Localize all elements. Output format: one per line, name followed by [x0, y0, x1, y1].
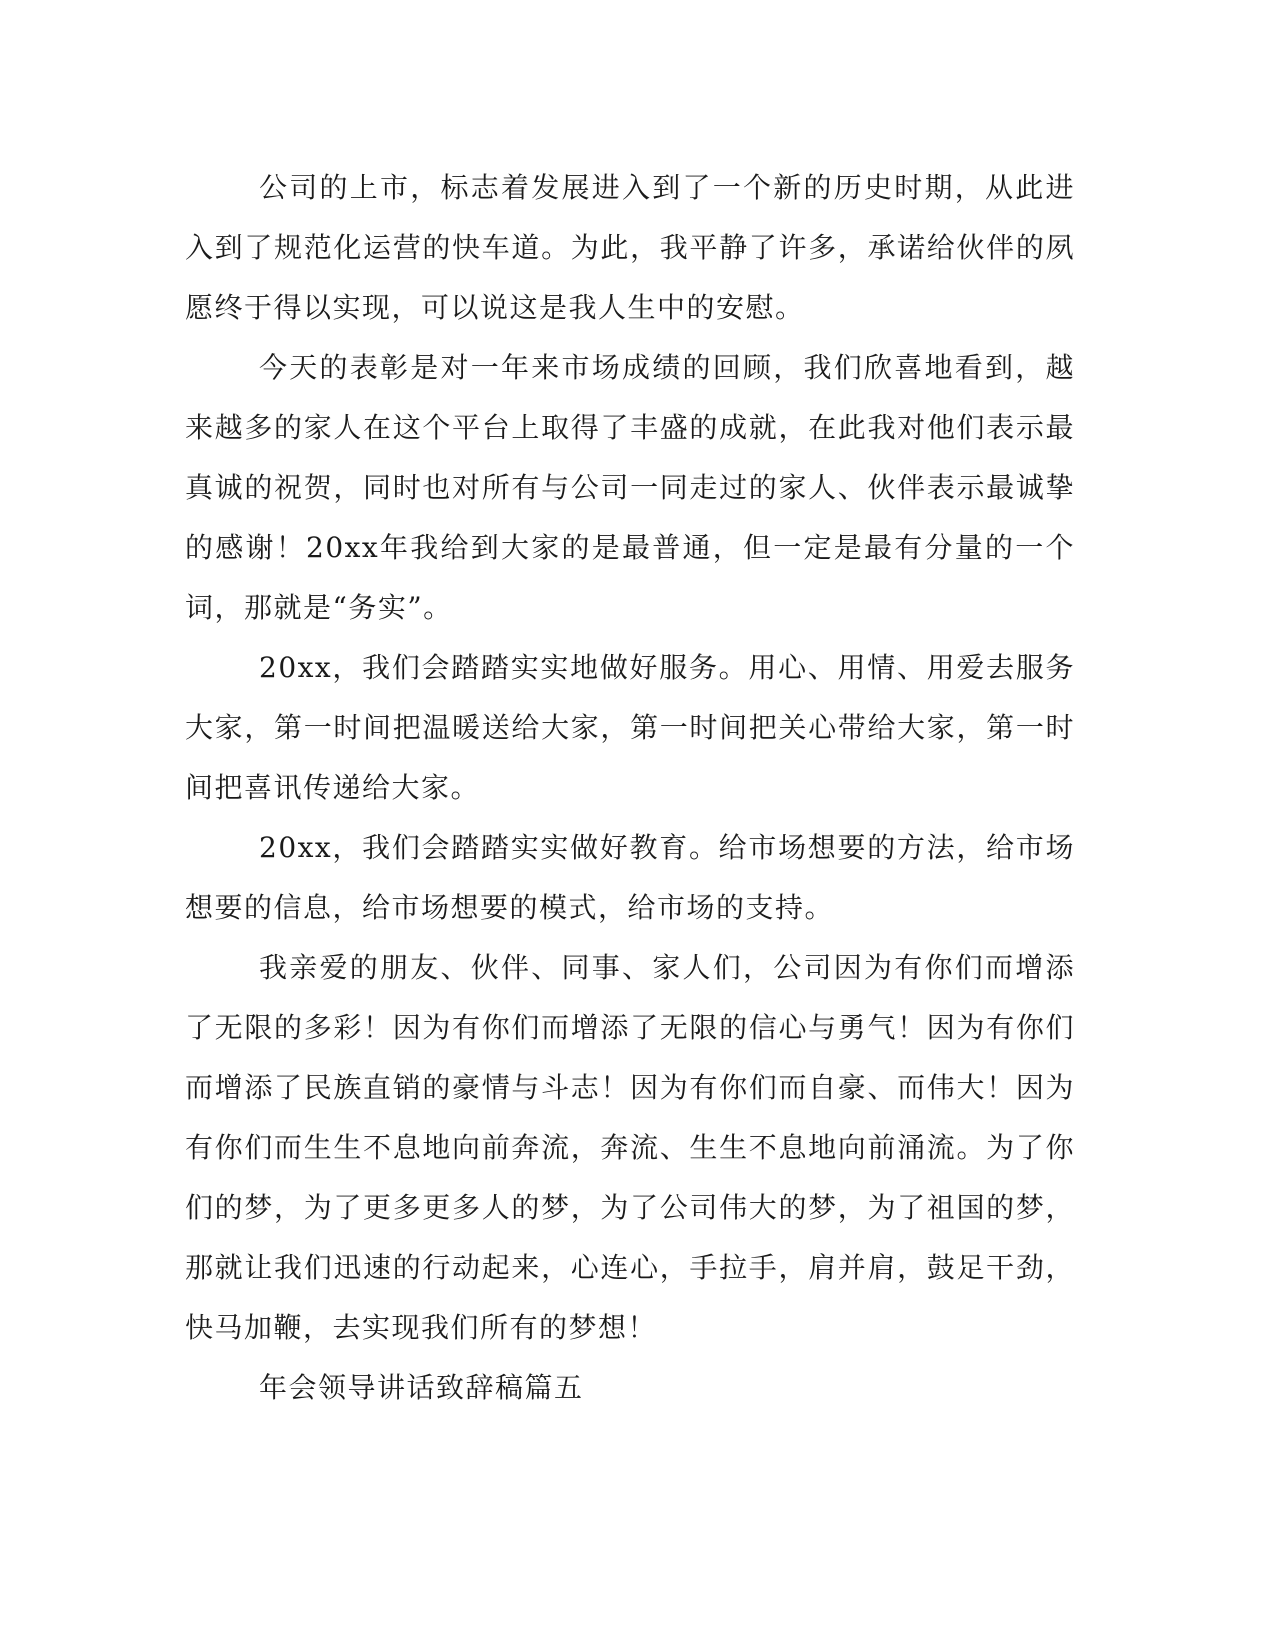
- section-heading: 年会领导讲话致辞稿篇五: [259, 1371, 584, 1404]
- paragraph-recognition: 今天的表彰是对一年来市场成绩的回顾，我们欣喜地看到，越来越多的家人在这个平台上取得了丰盛的成就，在此我对他们表示最真诚的祝贺，同时也对所有与公司一同走过的家人、伙伴表示最诚挚的感谢！20xx年我给到大家的是最普通，但一定是最有分量的一个词，那就是“务实”。: [185, 351, 1075, 624]
- paragraph-service: 20xx，我们会踏踏实实地做好服务。用心、用情、用爱去服务大家，第一时间把温暖送给大家，第一时间把关心带给大家，第一时间把喜讯传递给大家。: [185, 651, 1075, 804]
- paragraph-listing: 公司的上市，标志着发展进入到了一个新的历史时期，从此进入到了规范化运营的快车道。为此，我平静了许多，承诺给伙伴的夙愿终于得以实现，可以说这是我人生中的安慰。: [185, 171, 1075, 324]
- paragraph-education: 20xx，我们会踏踏实实做好教育。给市场想要的方法，给市场想要的信息，给市场想要的模式，给市场的支持。: [185, 831, 1075, 924]
- document-body: [185, 158, 1075, 1418]
- paragraph-closing: 我亲爱的朋友、伙伴、同事、家人们，公司因为有你们而增添了无限的多彩！因为有你们而增添了无限的信心与勇气！因为有你们而增添了民族直销的豪情与斗志！因为有你们而自豪、而伟大！因为有你们而生生不息地向前奔流，奔流、生生不息地向前涌流。为了你们的梦，为了更多更多人的梦，为了公司伟大的梦，为了祖国的梦，那就让我们迅速的行动起来，心连心，手拉手，肩并肩，鼓足干劲，快马加鞭，去实现我们所有的梦想！: [185, 951, 1075, 1344]
